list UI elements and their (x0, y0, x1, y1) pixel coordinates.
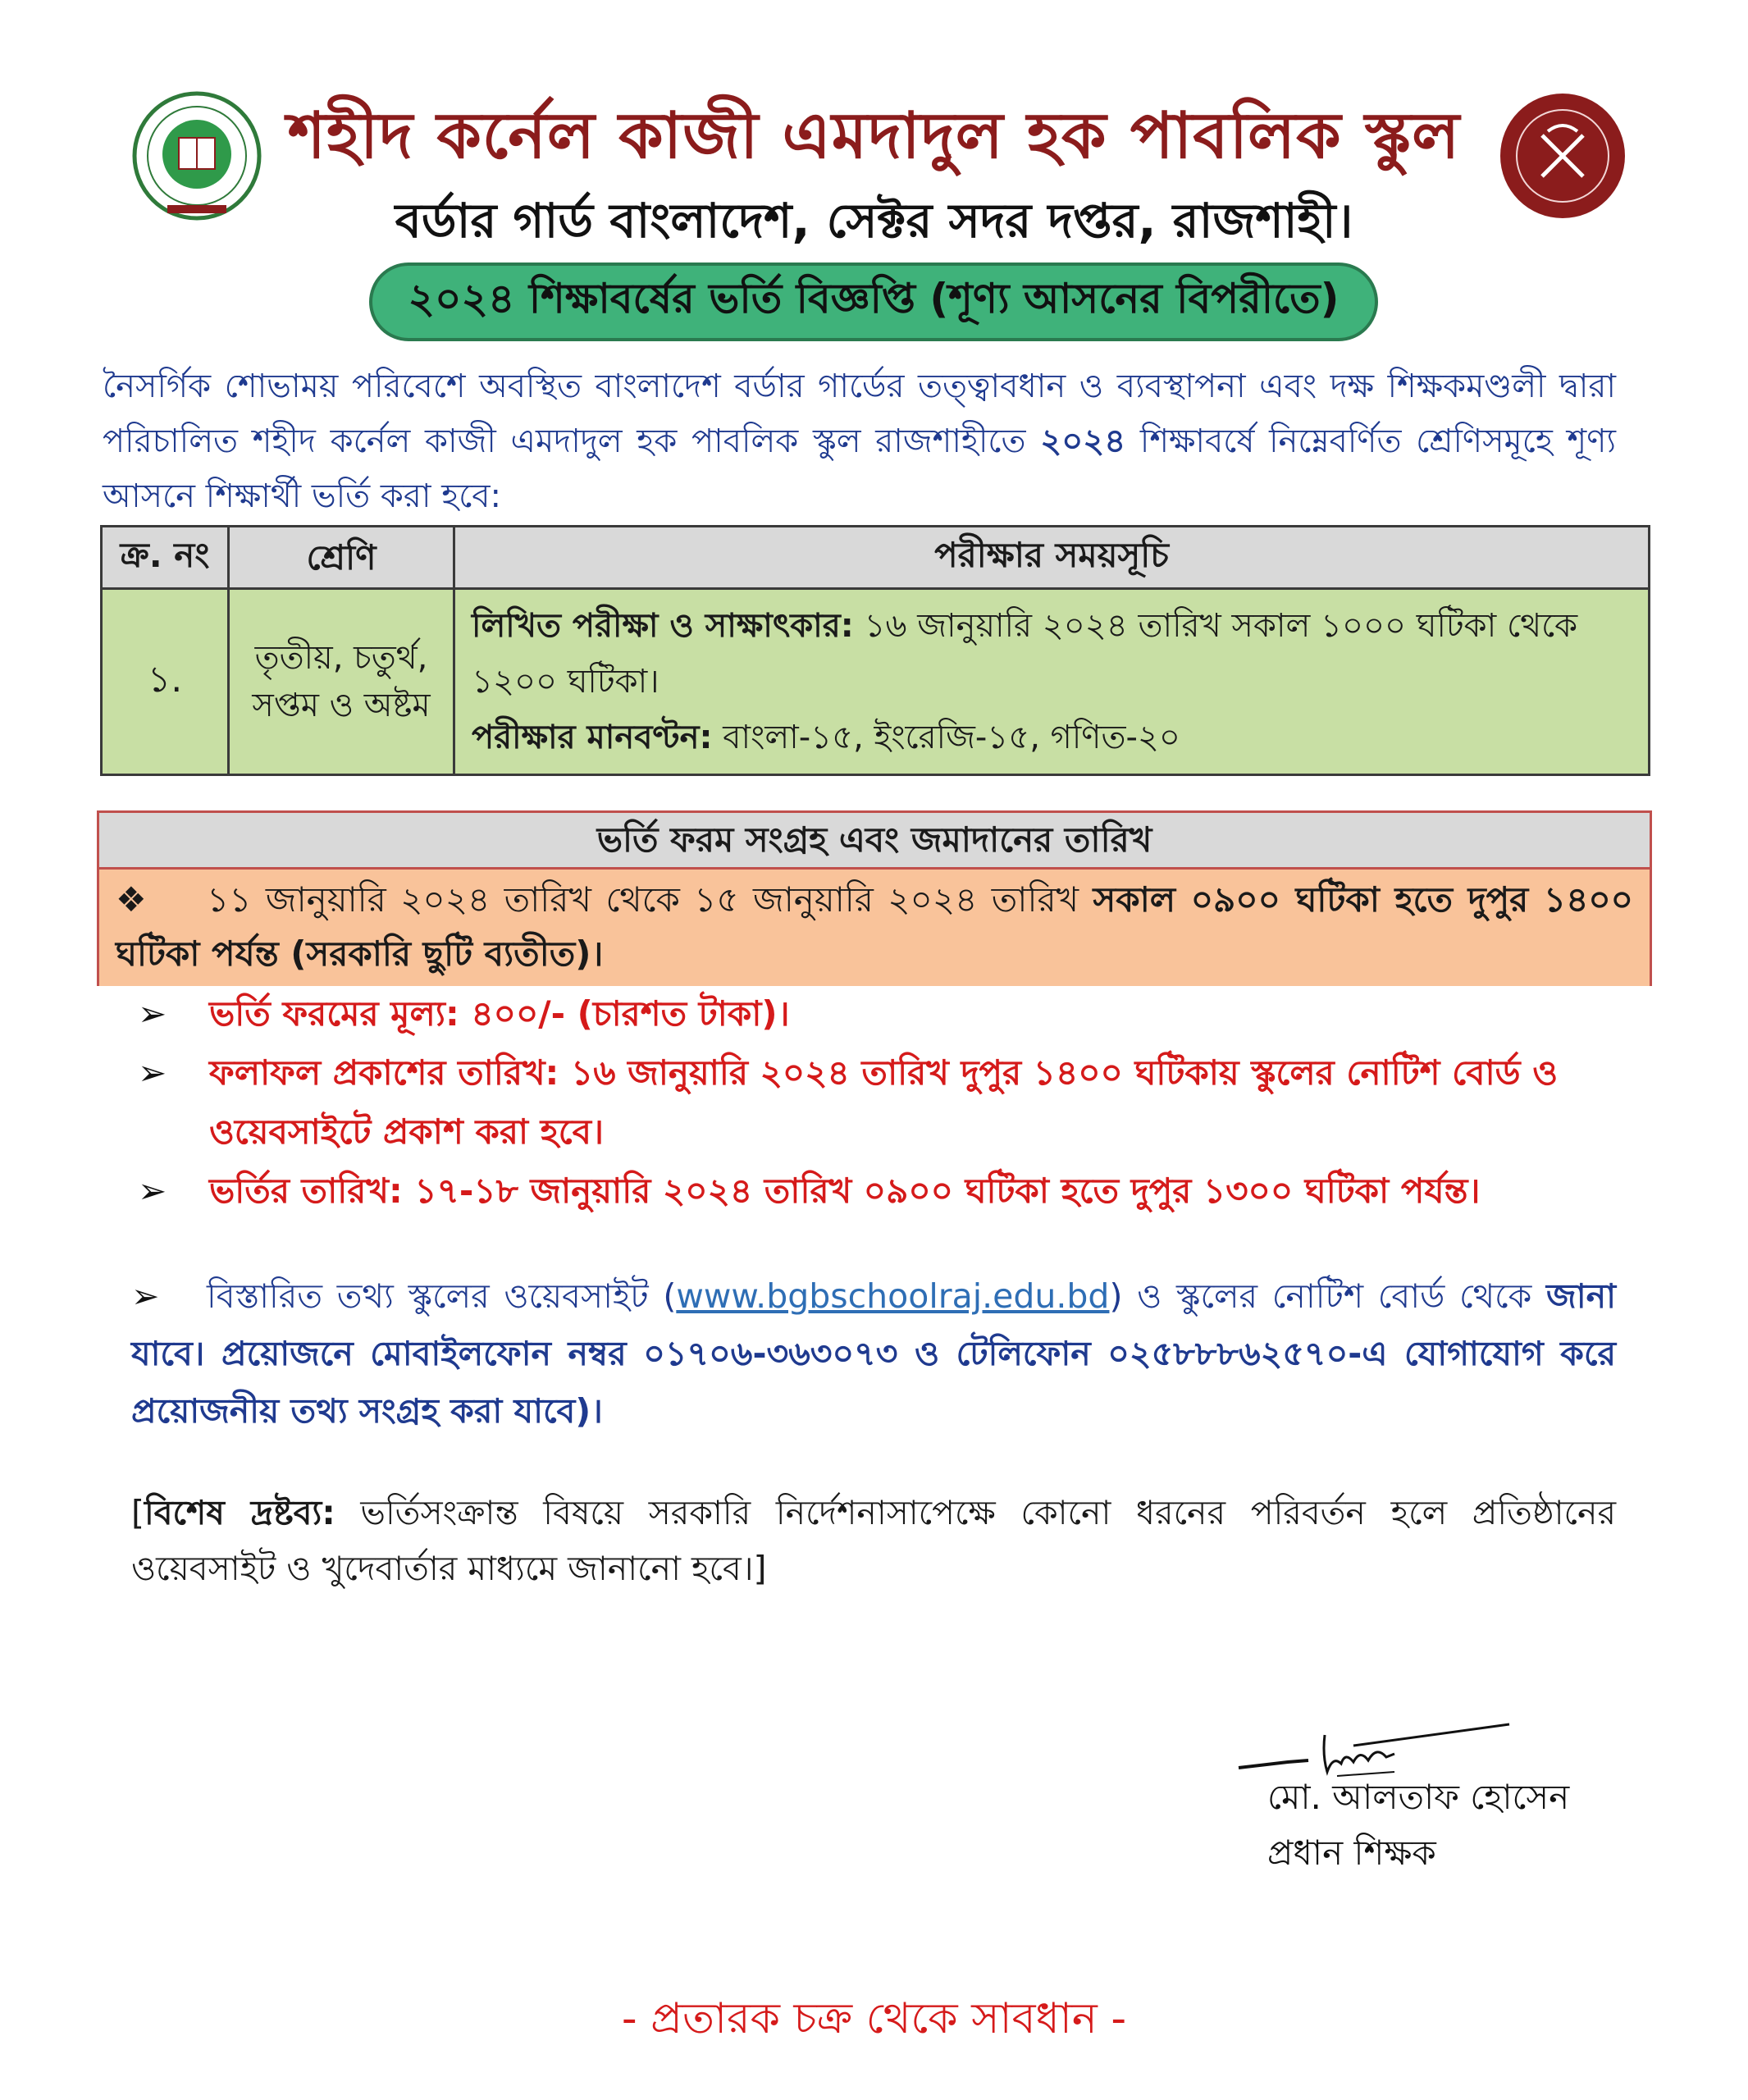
arrow-bullet-icon: ➢ (138, 993, 167, 1034)
website-link[interactable]: www.bgbschoolraj.edu.bd (676, 1276, 1110, 1316)
form-dates-text: ১১ জানুয়ারি ২০২৪ তারিখ থেকে ১৫ জানুয়ারি ২০২৪ তারিখ (207, 879, 1079, 920)
fraud-warning: - প্রতারক চক্র থেকে সাবধান - (621, 1994, 1127, 2043)
marks-text: বাংলা-১৫, ইংরেজি-১৫, গণিত-২০ (723, 719, 1180, 756)
admission-date-text: ভর্তির তারিখ: ১৭-১৮ জানুয়ারি ২০২৪ তারিখ ০৯০০ ঘটিকা হতে দুপুর ১৩০০ ঘটিকা পর্যন্ত। (209, 1171, 1481, 1211)
note-label: বিশেষ দ্রষ্টব্য: (144, 1493, 335, 1532)
note-text: ভর্তিসংক্রান্ত বিষয়ে সরকারি নির্দেশনাসাপেক্ষে কোনো ধরনের পরিবর্তন হলে প্রতিষ্ঠানের ওয়েবসাইট ও খুদেবার্তার মাধ্যমে জানানো হবে।] (131, 1493, 1616, 1588)
classes-line-1: তৃতীয়, চতুর্থ, (254, 639, 428, 677)
written-exam-text: ১৬ জানুয়ারি ২০২৪ তারিখ সকাল ১০০০ ঘটিকা থেকে ১২০০ ঘটিকা। (472, 607, 1578, 701)
written-exam-label: লিখিত পরীক্ষা ও সাক্ষাৎকার: (472, 607, 854, 645)
intro-text-2: শিক্ষাবর্ষে নিম্নেবর্ণিত শ্রেণিসমূহে শূণ্য আসনে শিক্ষার্থী ভর্তি করা হবে: (103, 422, 1616, 515)
form-time-text: সকাল ০৯০০ ঘটিকা হতে দুপুর ১৪০০ ঘটিকা পর্যন্ত (সরকারি ছুটি ব্যতীত)। (116, 879, 1633, 974)
row-schedule (454, 589, 1650, 775)
arrow-bullet-icon: ➢ (138, 1171, 167, 1211)
special-note (131, 1485, 1616, 1596)
info-text-2: ) ও স্কুলের নোটিশ বোর্ড থেকে (1109, 1276, 1532, 1316)
form-box-body (99, 870, 1650, 986)
info-text-1: বিস্তারিত তথ্য স্কুলের ওয়েবসাইট ( (207, 1276, 677, 1316)
written-exam-line (472, 598, 1632, 710)
intro-paragraph (103, 359, 1616, 524)
contact-info-paragraph (131, 1267, 1616, 1440)
form-collection-box (97, 810, 1652, 986)
school-name: শহীদ কর্নেল কাজী এমদাদুল হক পাবলিক স্কুল (287, 99, 1461, 173)
marks-line (472, 710, 1632, 765)
note-bracket: [ (131, 1493, 144, 1532)
table-header-row (102, 527, 1650, 589)
key-dates-list (131, 984, 1649, 1221)
notice-title-pill (369, 262, 1378, 341)
table-row (102, 589, 1650, 775)
diamond-bullet-icon: ❖ (116, 879, 150, 920)
classes-line-2: সপ্তম ও অষ্টম (252, 687, 431, 724)
header-class: শ্রেণি (229, 527, 454, 589)
form-price-text: ভর্তি ফরমের মূল্য: ৪০০/- (চারশত টাকা)। (209, 993, 790, 1034)
result-date-text: ফলাফল প্রকাশের তারিখ: ১৬ জানুয়ারি ২০২৪ তারিখ দুপুর ১৪০০ ঘটিকায় স্কুলের নোটিশ বোর্ড ও ওয়েবসাইটে প্রকাশ করা হবে। (209, 1052, 1559, 1152)
info-contact-text: জানা যাবে। প্রয়োজনে মোবাইলফোন নম্বর ০১৭০৬-৩৬৩০৭৩ ও টেলিফোন ০২৫৮৮৮৬২৫৭০-এ যোগাযোগ করে প্রয়োজনীয় তথ্য সংগ্রহ করা যাবে)। (131, 1276, 1616, 1431)
row-serial: ১. (102, 589, 229, 775)
marks-label: পরীক্ষার মানবণ্টন: (472, 719, 713, 756)
list-item (131, 1162, 1649, 1221)
intro-year: ২০২৪ (1040, 422, 1126, 460)
row-classes (229, 589, 454, 775)
list-item (131, 1043, 1649, 1162)
form-box-heading: ভর্তি ফরম সংগ্রহ এবং জমাদানের তারিখ (99, 813, 1650, 870)
arrow-bullet-icon: ➢ (138, 1052, 167, 1093)
school-logo (131, 90, 262, 221)
notice-title: ২০২৪ শিক্ষাবর্ষের ভর্তি বিজ্ঞপ্তি (শূণ্য আসনের বিপরীতে) (408, 274, 1340, 322)
signatory-title: প্রধান শিক্ষক (1267, 1833, 1436, 1873)
intro-text-1: নৈসর্গিক শোভাময় পরিবেশে অবস্থিত বাংলাদেশ বর্ডার গার্ডের তত্ত্বাবধান ও ব্যবস্থাপনা এবং দক্ষ শিক্ষকমণ্ডলী দ্বারা পরিচালিত শহীদ কর্নেল কাজী এমদাদুল হক পাবলিক স্কুল রাজশাহীতে (103, 368, 1616, 460)
signatory-name: মো. আলতাফ হোসেন (1267, 1777, 1570, 1817)
bgb-emblem (1497, 90, 1628, 221)
school-subtitle: বর্ডার গার্ড বাংলাদেশ, সেক্টর সদর দপ্তর, রাজশাহী। (395, 193, 1353, 249)
header-schedule: পরীক্ষার সময়সূচি (454, 527, 1650, 589)
header-serial: ক্র. নং (102, 527, 229, 589)
arrow-bullet-icon: ➢ (131, 1276, 160, 1316)
exam-schedule-table (100, 525, 1650, 776)
list-item (131, 984, 1649, 1043)
